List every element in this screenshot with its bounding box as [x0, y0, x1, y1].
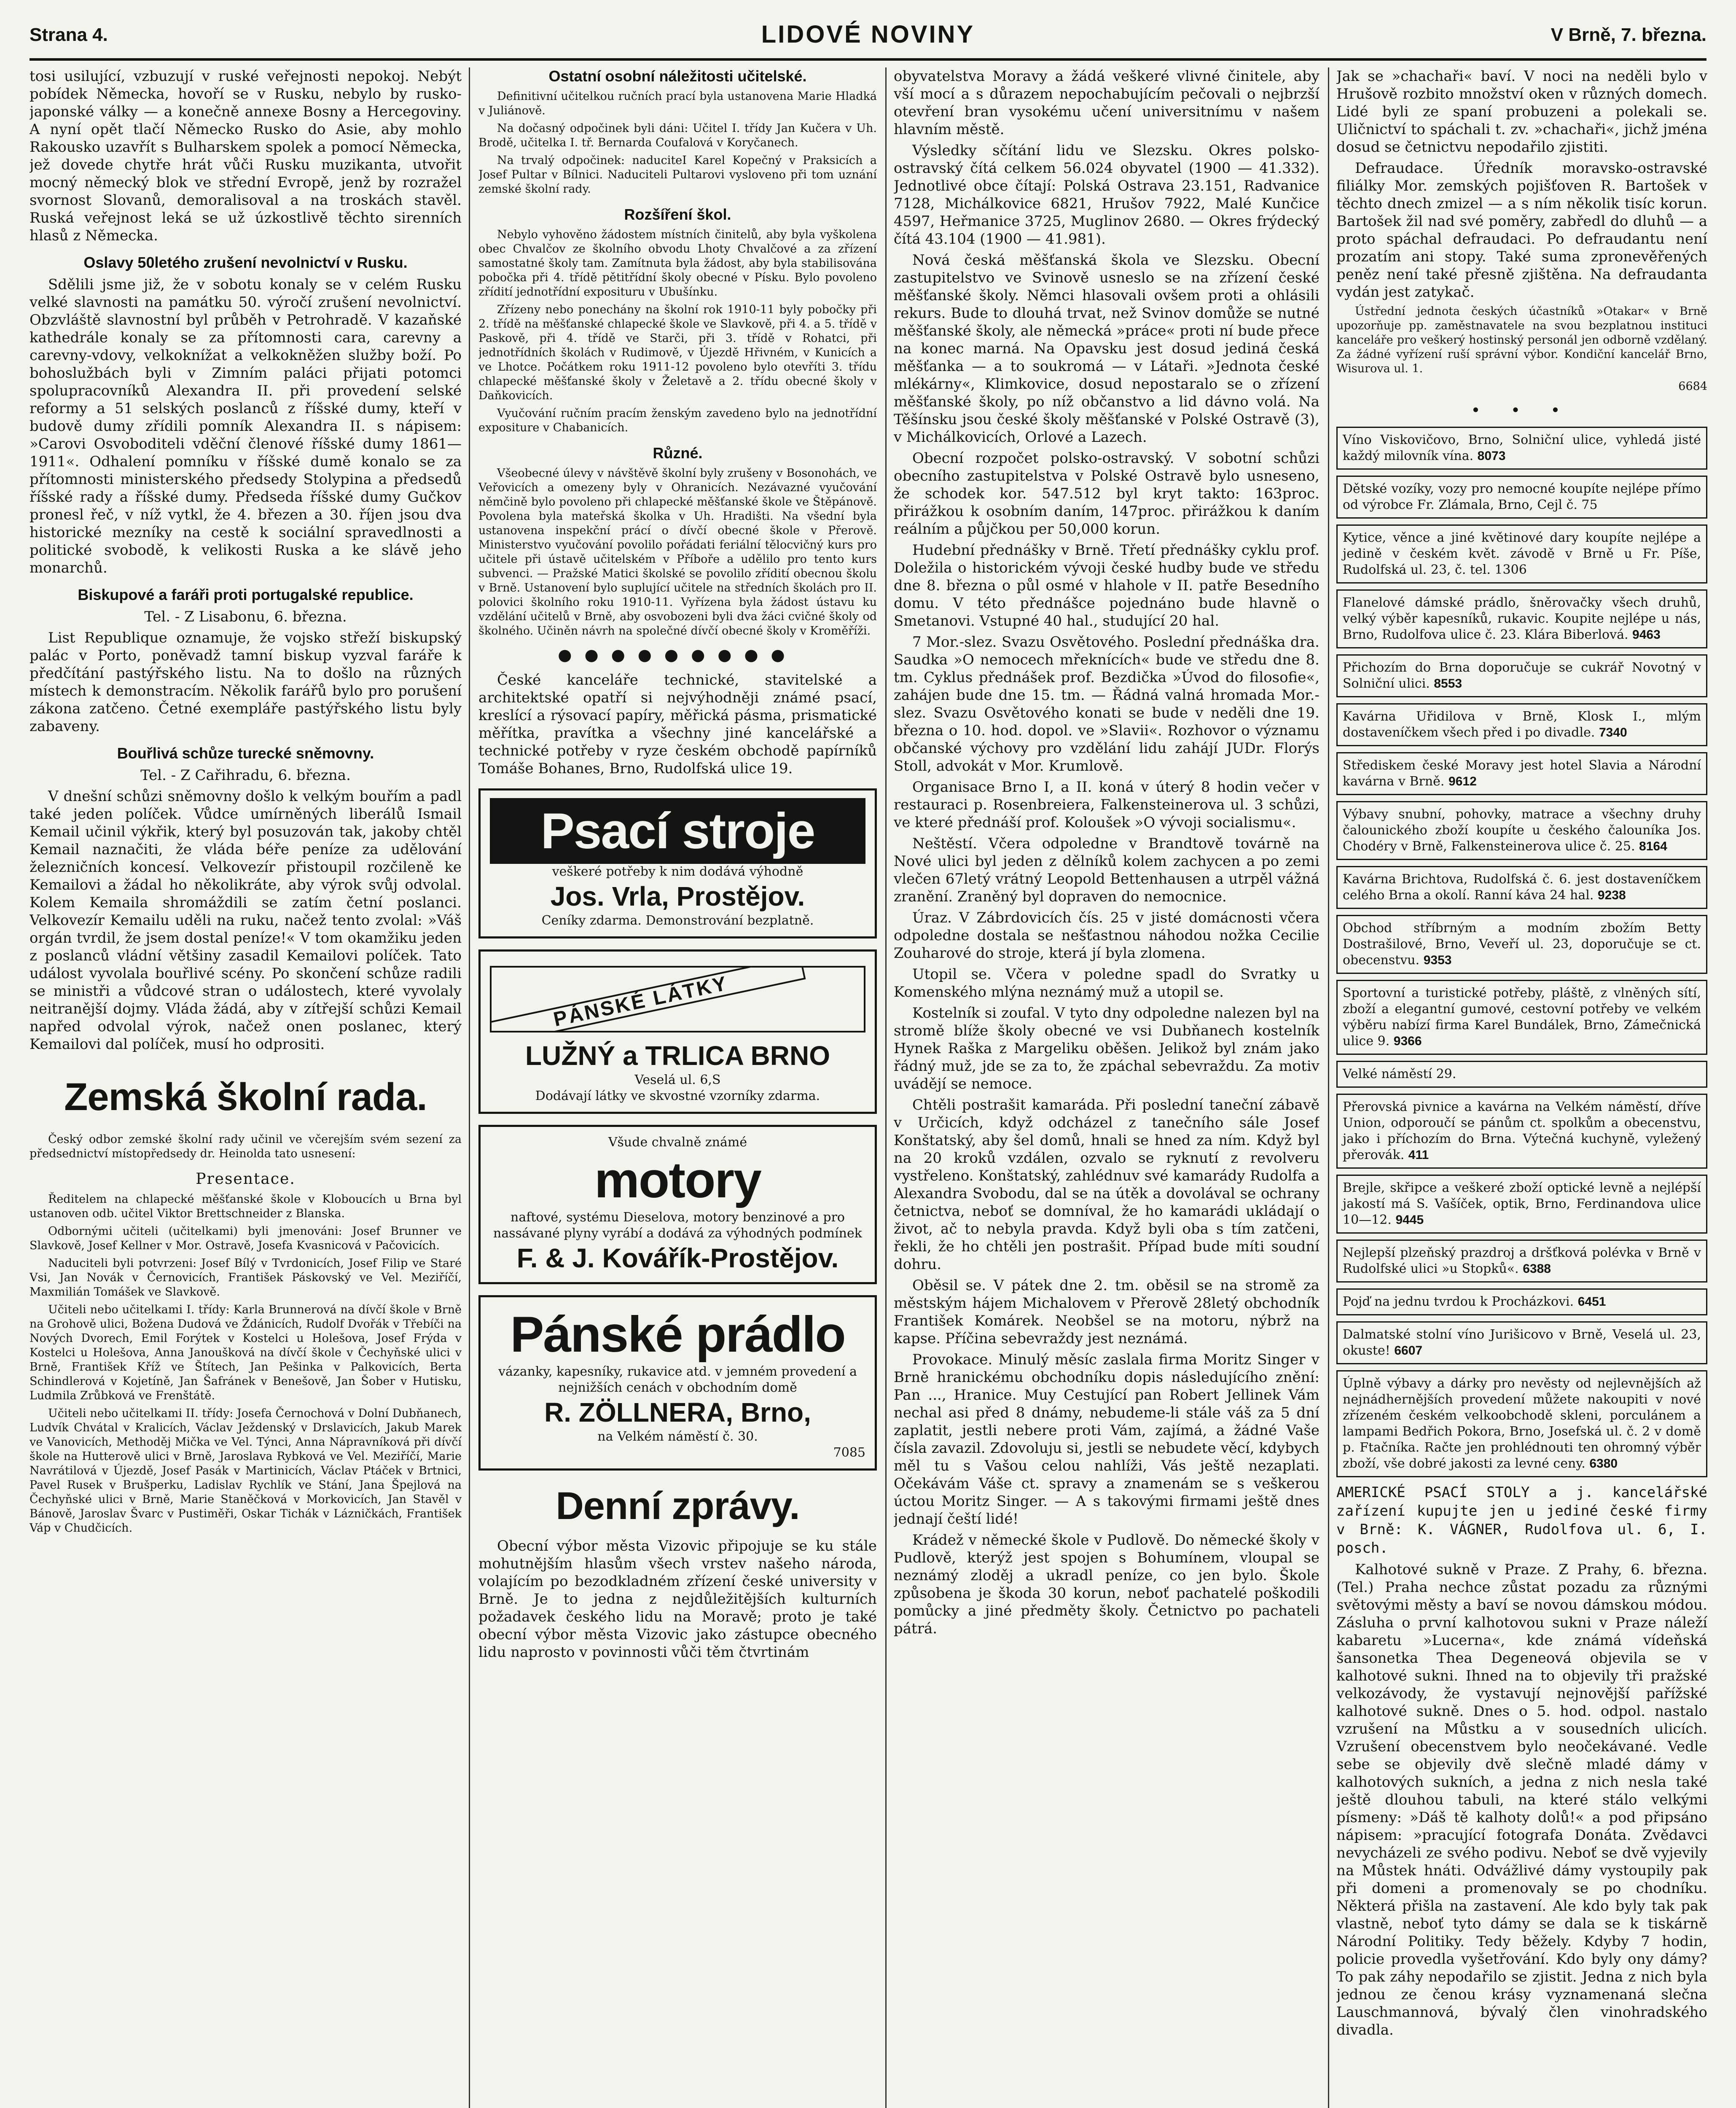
- column-2: [478, 67, 877, 2108]
- article-paragraph: Sdělili jsme již, že v sobotu konaly se v celém Rusku velké slavnosti na památku 50. výročí zrušení nevolnictví. Obzvláště slavnostní byl průběh v Petrohradě. V kazaňské kathedrále konaly se za přítomnosti cara, carevny a carevny-vdovy, velkoknížat a velkokněžen služby boží. Po bohoslužbách byli v Zimním paláci přijati potomci spolupracovníků Alexandra II. při provedení selské reformy a 51 selských poslanců z říšské dumy, kteří v budově dumy zřídili pomník Alexandra II. s nápisem: »Carovi Osvoboditeli vděční členové říšské dumy 1861—1911«. Odhalení pomníku v říšské dumě konalo se za přítomnosti ministerského předsedy Stolypina a předsedů říšské rady a říšské dumy. Předseda říšské dumy Gučkov pronesl řeč, v níž vytkl, že 4. březen a 30. říjen jsou dva historické mezníky na cestě k sociální spravedlnosti a politické svobodě, k velikosti Ruska a ke slávě jeho monarchů.: [30, 276, 462, 576]
- column-separator: [1328, 67, 1329, 2108]
- advertisement-mens-linen: [478, 1295, 877, 1471]
- newspaper-title: LIDOVÉ NOVINY: [761, 21, 975, 48]
- ad-line: Dodávají látky ve skvostné vzorníky zdarma.: [535, 1089, 820, 1103]
- advertisement-text: České kanceláře technické, stavitelské a architektské opatří si nejvýhodněji známé psací, kreslící a rýsovací papíry, měřická pásma, prismatické měřítka, pravítka a všechny jiné kancelářské a technické potřeby v ryze českém obchodě papírníků Tomáše Bohanes, Brno, Rudolfská ulice 19.: [478, 672, 877, 777]
- article-paragraph: Nebylo vyhověno žádostem místních činitelů, aby byla vyškolena obec Chvalčov ze školního obvodu Lhoty Chvalčové a za zřízení samostatné školy tam. Zamítnuta byla žádost, aby byla stabilisována pobočka při 4. třídě pětitřídní školy obecné v Písku. Bylo povoleno zřídití jednotřídní exposituru v Ubušínku.: [478, 228, 877, 298]
- article-heading: Biskupové a faráři proti portugalské republice.: [78, 586, 414, 603]
- news-item: Utopil se. Včera v poledne spadl do Svratky u Komenského mlýna neznámý muž a utopil se.: [894, 966, 1319, 1000]
- column-4: [1336, 67, 1707, 2108]
- article-heading: Různé.: [653, 444, 703, 462]
- ad-company: Jos. Vrla, Prostějov.: [550, 881, 805, 911]
- article-paragraph: tosi usilující, vzbuzují v ruské veřejnosti nepokoj. Nebýt pobídek Německa, hovoří se v Rusku, nebylo by rusko-japonské války — a konečně annexe Bosny a Hercegoviny. A nyní opět tlačí Německo Rusko do Asie, aby mohlo Rakousko uzavřít s Bulharskem spolek a pomocí Německa, jež dovede chytře hrát vůči Rusku muzikanta, utvořit mocný německý blok ve střední Evropě, jenž by rozražel svornost Slovanů, demoralisoval a na troskách stavěl. Ruská veřejnost leká se už úzkostlivě těchto sirenních hlasů z Německa.: [30, 68, 462, 244]
- list-item: Naduciteli byli potvrzeni: Josef Bílý v Tvrdonicích, Josef Filip ve Staré Vsi, Jan Novák v Černovicích, František Páskovský ve Vel. Meziříčí, Maxmilián Tomášek ve Slavkově.: [30, 1257, 462, 1299]
- news-item: Úraz. V Zábrdovicích čís. 25 v jisté domácnosti včera odpoledne dostala se nešťastnou náhodou nožka Cecilie Zouharové do stroje, která jí byla zlomena.: [894, 909, 1319, 962]
- ad-headline: motory: [594, 1152, 761, 1208]
- article-heading: Ostatní osobní náležitosti učitelské.: [548, 67, 807, 85]
- dateline-subtitle: Tel. - Z Lisabonu, 6. března.: [144, 608, 347, 625]
- news-item: Obecní rozpočet polsko-ostravský. V sobotní schůzi obecního zastupitelstva v Polské Ostravě bylo usneseno, že schodek kor. 547.512 byl kryt takto: 163proc. přirážkou k osobním daním, 147proc. přirážkou k daním reálním a půjčkou per 50,000 korun.: [894, 450, 1319, 538]
- notice-text: Ústřední jednota českých účastníků »Otakar« v Brně upozorňuje pp. zaměstnavatele na svou bezplatnou instituci kanceláře pro veškerý hostinský personál jen odborně vzdělaný. Za žádné vyřízení ruší správní výbor. Kondiční kancelář Brno, Wisurova ul. 1.: [1336, 305, 1707, 375]
- classified-ad: Kytice, věnce a jiné květinové dary koupíte nejlépe a jedině v českém květ. závodě v Brně u Fr. Píše, Rudolfská ul. 23, č. tel. 1306: [1336, 524, 1707, 583]
- ad-company: R. ZÖLLNERA, Brno,: [544, 1397, 811, 1428]
- ad-line: Ceníky zdarma. Demonstrování bezplatně.: [541, 913, 814, 928]
- column-separator: [469, 67, 470, 2108]
- classified-ad: Úplně výbavy a dárky pro nevěsty od nejlevnějších až nejnádhernějších provedení můžete nakoupiti v nové zřízeném českém velkoobchodě skleni, porculánem a lampami Bedřich Pokora, Brno, Josefská ul. č. 2 v domě p. Ftačníka. Račte jen prohlédnouti ten ohromný výběr zboží, vše dobré jakosti za levné ceny. 6380: [1336, 1370, 1707, 1477]
- ad-company: F. & J. Kovářík-Prostějov.: [516, 1243, 839, 1273]
- article-paragraph: Obecní výbor města Vizovic připojuje se ku stále mohutnějším hlasům všech vrstev našeho národa, volajícím po bezodkladném zřízení české university v Brně. Je to jedna z nejdůležitějších kulturních požadavek českého lidu na Moravě; proto je také obecní výbor města Vizovic jako zástupce obecného lidu naprosto v povinnosti vůči těm čtvrtinám: [478, 1538, 877, 1661]
- classified-ad: Dalmatské stolní víno Jurišicovo v Brně, Veselá ul. 23, okuste! 6607: [1336, 1321, 1707, 1364]
- ad-line: veškeré potřeby k nim dodává výhodně: [552, 864, 804, 879]
- classified-ad: Pojď na jednu tvrdou k Procházkovi. 6451: [1336, 1288, 1707, 1315]
- fabric-stamp-logo: PÁNSKÉ LÁTKY: [490, 966, 865, 1032]
- ad-line: Všude chvalně známé: [608, 1135, 747, 1150]
- ad-company: LUŽNÝ a TRLICA BRNO: [525, 1041, 830, 1071]
- classified-ad: Obchod stříbrným a modním zbožím Betty Dostrašilové, Brno, Veveří ul. 23, doporučuje se ct. obecenstvu. 9353: [1336, 915, 1707, 974]
- article-paragraph: Český odbor zemské školní rady učinil ve včerejším svém sezení za předsednictví místopředsedy dr. Heinolda tato usnesení:: [30, 1133, 462, 1160]
- news-item: Výsledky sčítání lidu ve Slezsku. Okres polsko-ostravský čítá celkem 56.024 obyvatel (1900 — 41.332). Jednotlivé obce čítají: Polská Ostrava 23.151, Radvanice 7128, Michálkovice 6821, Hrušov 7922, Malé Kunčice 4597, Heřmanice 3725, Muglinov 2680. — Okres frýdecký čítá 43.104 (1900 — 41.981).: [894, 142, 1319, 247]
- classified-ad: Střediskem české Moravy jest hotel Slavia a Národní kavárna v Brně. 9612: [1336, 752, 1707, 795]
- column-separator: [885, 67, 887, 2108]
- article-paragraph: obyvatelstva Moravy a žádá veškeré vlivné činitele, aby vší mocí a s důrazem nepochabujícím pečovali o nejbrzší otevření bran vysokému učení universitnímu v našem hlavním městě.: [894, 68, 1319, 138]
- classified-ad: Víno Viskovičovo, Brno, Solniční ulice, vyhledá jisté každý milovník vína. 8073: [1336, 427, 1707, 470]
- article-heading: Presentace.: [196, 1170, 296, 1188]
- ad-headline: Psací stroje: [490, 798, 865, 864]
- notice: [1336, 304, 1707, 394]
- ad-headline: Pánské prádlo: [510, 1306, 845, 1363]
- news-item: Neštěstí. Včera odpoledne v Brandtově továrně na Nové ulici byl jeden z dělníků kolem zachycen a po zemi vlečen 67letý vrátný Leopold Bettenhausen a utrpěl vážná zranění. Zraněný byl dopraven do nemocnice.: [894, 835, 1319, 905]
- advertisement-motors: [478, 1125, 877, 1284]
- news-item: Oběsil se. V pátek dne 2. tm. oběsil se na stromě za městským hájem Michalovem v Přerově 28letý obchodník František Komárek. Neobšel se na motoru, nýbrž na kapse. Příčina sebevraždy jest neznámá.: [894, 1277, 1319, 1347]
- advertisement-fabrics: [478, 949, 877, 1114]
- classified-ad: Kavárna Brichtova, Rudolfská č. 6. jest dostaveníčkem celého Brna a okolí. Ranní káva 24 hal. 9238: [1336, 866, 1707, 909]
- news-item: Organisace Brno I, a II. koná v úterý 8 hodin večer v restauraci p. Rosenbreiera, Falkensteinerova ul. 3 schůzi, ve které přednáší prof. Koloušek »O vývoji socialismu«.: [894, 779, 1319, 831]
- list-item: Odbornými učiteli (učitelkami) byli jmenováni: Josef Brunner ve Slavkově, Josef Kellner v Mor. Ostravě, Josefa Kvasnicová v Pačovicích.: [30, 1225, 462, 1252]
- classified-ad: Nejlepší plzeňský prazdroj a dršťková polévka v Brně v Rudolfské ulici »u Stopků«. 6388: [1336, 1240, 1707, 1283]
- news-item: Krádež v německé škole v Pudlově. Do německé školy v Pudlově, kterýž jest spojen s Bohumínem, vloupal se neznámý zloděj a ukradl peníze, co jen bylo. Škole způsobena je škoda 30 korun, neboť pachatelé poškodili pomůcky a jiné předměty školy. Četnictvo po pachateli pátrá.: [894, 1532, 1319, 1637]
- classified-ad: Flanelové dámské prádlo, šněrovačky všech druhů, velký výběr kapesníků, rukavic. Koupite nejlépe u nás, Brno, Rudolfova ulice č. 23. Klára Biberlová. 9463: [1336, 589, 1707, 648]
- news-item: Kostelník si zoufal. V tyto dny odpoledne nalezen byl na stromě blíže školy obecné ve vsi Dubňanech kostelník Hynek Raška z Margeliku oběšen. Jelikož byl znám jako řádný muž, jde se za to, že zpáchal sebevraždu. Za motiv uvádějí se nemoce.: [894, 1005, 1319, 1092]
- notice-number: 6684: [1678, 380, 1707, 393]
- article-paragraph: Na dočasný odpočinek byli dáni: Učitel I. třídy Jan Kučera v Uh. Brodě, učitelka I. tř. Bernarda Coufalová v Koryčanech.: [478, 122, 877, 149]
- article-paragraph: Na trvalý odpočinek: naduciteI Karel Kopečný v Praksicích a Josef Pultar v Bílnici. Naduciteli Pultarovi vysloveno při tom uznání zemské školní rady.: [478, 154, 877, 196]
- classified-ads: [1336, 427, 1707, 1477]
- school-board-report: [30, 1132, 462, 1535]
- list-item: Učiteli nebo učitelkami I. třídy: Karla Brunnerová na dívčí škole v Brně na Grohově ulici, Božena Dudová ve Ždánicích, Rudolf Dvořák v Třebíči na Nových Dvorech, Emil Forýtek v Kostelci u Holešova, Josef Frýda v Kostelci u Holešova, Anna Janoušková na dívčí škole v Čechyňské ulici v Brně, František Kříž ve Štítech, Jan Pešinka v Palkovicích, Berta Schindlerová v Kojetíně, Jan Šafránek v Benešově, Jan Šober v Hutisku, Ludmila Zrůbková ve Frenštátě.: [30, 1303, 462, 1402]
- dateline: V Brně, 7. března.: [1551, 24, 1706, 45]
- list-item: Učiteli nebo učitelkami II. třídy: Josefa Černochová v Dolní Dubňanech, Ludvík Chvátal v Kralicích, Václav Ježdenský v Drslavicích, Jakub Marek ve Vanovicích, Methoděj Mička ve Vel. Týnci, Anna Nápravníková při dívčí škole na Hutterově ulici v Brně, Jaroslava Rybková ve Vel. Meziříčí, Marie Navrátilová v Újezdě, Josef Pasák v Martinicích, Václav Ptáček v Brtnici, Pavel Rusek v Brušperku, Ladislav Rychlík ve Stání, Jana Špejlová na Čechyňské ulici v Brně, Marie Staněčková v Morkovicích, Jan Stavěl v Bánově, Jaroslav Švarc v Pustiměři, Oskar Tichák v Lázničkách, František Váp v Chudčicích.: [30, 1407, 462, 1535]
- article-paragraph: Všeobecné úlevy v návštěvě školní byly zrušeny v Bosonohách, ve Veřovicích a omezeny byly v Ohranicích. Nezávazné vyučování němčině bylo povoleno při chlapecké měšťanské škole ve Štěpánově. Povolena byla mateřská školka v Uh. Hradišti. Na všední byla ustanovena inspekční prácí o dívčí obecné škole v Přerově. Ministerstvo vyučování povolilo pořádati feriální tělocvičný kurs pro učitele při ústavě učitelském v Příboře a udělilo pro tento kurs subvenci. — Pražské Matici školské se povolilo zřídití obecnou školu v Brně. Ustanovení bylo suplující učitele na středních školách pro II. polovici školního roku 1910-11. Vyřízena byla žádost ústavu ku vzdělání učitelů v Brně, aby osvobozeni byli dva žáci cvičné školy od školného. Učiněn návrh na společné dívčí obecné školy v Kroměříži.: [478, 467, 877, 637]
- article-paragraph: V dnešní schůzi sněmovny došlo k velkým bouřím a padl také jeden políček. Vůdce umírněných liberálů Ismail Kemail učinil výkřik, který byl posuzován tak, jakoby chtěl Kemail naznačiti, že vláda béře peníze za udělování železničních koncesí. Velkovezír přistoupil rozčileně ke Kemailovi a žádal ho několikráte, aby výrok svůj odvolal. Kolem Kemaila shromáždili se zatím četní poslanci. Velkovezír Kemailu uděli na ruku, načež tento zvolal: »Váš orgán tvrdil, že jsem dostal peníze!« V tom okamžiku jeden z poslanců vládní většiny zasadil Kemailovi políček. Tato událost vyvolala bouřlivé scény. Po skončení schůze radili se ministři a vůdcové stran o událostech, které vyvolaly neitranější dojmy. Vláda žádá, aby v zítřejší schůzi Kemail napřed odvolal výrok, načež onen poslanec, který Kemailovi dal políček, musí ho odprositi.: [30, 788, 462, 1053]
- ad-line: naftové, systému Dieselova, motory benzinové a pro nassávané plyny vyrábí a dodává za výhodných podmínek: [493, 1210, 862, 1241]
- article-heading: Bouřlivá schůze turecké sněmovny.: [117, 745, 374, 762]
- news-item: Nová česká měšťanská škola ve Slezsku. Obecní zastupitelstvo ve Svinově usneslo se na zřízení české měšťanské školy. Němci hlasovali ovšem proti a ohlásili rekurs. Bude to dlouhá trvat, než Svinov domůže se nutné měšťanské školy, ale německá »práce« proti ní bude přece na konec marná. Na Opavsku jest dosud jediná česká měšťanka — a to soukromá — v Látaři. »Jednota české mlékárny«, Klimkovice, dosud nepostaralo se o zřízení měšťanské školy, po níž občanstvo a lid dávno volá. Na Těšínsku jsou české školy měšťanské v Polské Ostravě (3), v Michálkovicích, Orlové a Lazech.: [894, 252, 1319, 446]
- column-3: [894, 67, 1319, 2108]
- news-item: Kalhotové sukně v Praze. Z Prahy, 6. března. (Tel.) Praha nechce zůstat pozadu za různými světovými městy a baví se novou dámskou módou. Zásluha o první kalhotovou sukni v Praze náleží kabaretu »Lucerna«, kde známá vídeňská šansonetka Thea Degeneová objevila se v kalhotové sukni. Ihned na to objevily tři pražské velkozávody, že vystavují nejnovější pařížské kalhotové sukně. Dnes o 5. hod. odpol. nastalo vzrušení na Můstku a v sousedních ulicích. Vzrušení obecenstvem bylo neočekávané. Vedle sebe se objevily dvě slečně mladé dámy v kalhotových sukních, a jedna z nich nesla také ještě dlouhou tabuli, na které stálo velkými písmeny: »Dáš tě kalhoty dolů!« a pod připsáno nápisem: »pracující fotografa Donáta. Zvědavci nevycházeli ze svého podivu. Neboť se dvě vyjevily na Můstek hnáti. Odvážlivé dámy vystoupily pak při domeni a promenovaly se po chodníku. Některá přišla na zastavení. Ale kdo byly tak pak vlastně, neboť tyto dámy se dala se k tiskárně Národní Politiky. Tedy běžely. Kdyby 7 hodin, policie provedla vyšetřování. Kdo byly ony dámy? To pak záhy nepodařilo se zjistit. Jedna z nich byla jednou ze čenou krásy vyznamenaná slečna Lauschmannová, bývalý člen vinohradského divadla.: [1336, 1561, 1707, 2038]
- news-item: Jak se »chachaři« baví. V noci na neděli bylo v Hrušově rozbito množství oken v různých domech. Lidé byli ze spaní probuzeni a polekali se. Uličnictví to spáchali t. zv. »chachaři«, jichž jména dosud se četnictvu nepodařilo zjistiti.: [1336, 68, 1707, 156]
- school-board-report-continued: [478, 67, 877, 638]
- dateline-subtitle: Tel. - Z Cařihradu, 6. března.: [140, 767, 351, 784]
- news-item: Chtěli postrašit kamaráda. Při poslední taneční zábavě v Určicích, když odcházel z tanečního sále Josef Konštatský, aby šel domů, hnali se hned za ním. Když byl na 20 kroků vzdálen, ozvalo se ryknutí z revolveru vystřeleno. Konštatský, zahlédnuv své kamarády Rudolfa a Alexandra Svobodu, dal se na útěk a dovolával se ochrany četnictva, neboť se domníval, že ho kamarádi ukládají o život, ač to nebyla pravda. Když byli oba s tím zatčeni, řekli, že ho chtěli jen postrašit. Případ bude míti soudní dohru.: [894, 1097, 1319, 1273]
- article-paragraph: Vyučování ručním pracím ženským zavedeno bylo na jednotřídní expositure v Chabanicích.: [478, 407, 877, 434]
- article-paragraph: Zřízeny nebo ponechány na školní rok 1910-11 byly pobočky při 2. třídě na měšťanské chlapecké škole ve Slavkově, při 4. a 5. třídě v Paskově, při 4. třídě ve Starči, při 3. třídě v Rohatci, při jednotřídních školách v Rudimově, v Újezdě Hřivném, v Kunicích a ve Lhotce. Počátkem roku 1911-12 povoleno bylo otevříti 3. třídu chlapecké měšťanské školy v Želetavě a 2. třídu obecné školy v Daňkovicích.: [478, 303, 877, 402]
- news-item: Defraudace. Úředník moravsko-ostravské filiálky Mor. zemských pojišťoven R. Bartošek v těchto dnech zmizel — a s ním několik tisíc korun. Bartošek žil nad své poměry, zabředl do dluhů — a proto spáchal defraudaci. Po defraudantu není prozatím ani stopy. Také suma zpronevěřených peněz není také přesně zjištěna. Na defraudanta vydán jest zatykač.: [1336, 160, 1707, 301]
- classified-ad: Velké náměstí 29.: [1336, 1061, 1707, 1088]
- article-heading: Rozšíření škol.: [624, 206, 731, 223]
- classified-ad: Sportovní a turistické potřeby, pláště, z vlněných sítí, zboží a elegantní gumové, cestovní potřeby ve velkém výběru nabízí firma Karel Bundálek, Brno, Zámečnická ulice 9. 9366: [1336, 980, 1707, 1055]
- ad-address: na Velkém náměstí č. 30.: [597, 1429, 758, 1444]
- column-1: [30, 67, 462, 2108]
- header-rule: [30, 58, 1706, 61]
- article-heading: Oslavy 50letého zrušení nevolnictví v Rusku.: [83, 254, 408, 271]
- page-number: Strana 4.: [30, 24, 108, 45]
- classified-ad: Dětské vozíky, vozy pro nemocné koupíte nejlépe přímo od výrobce Fr. Zlámala, Brno, Cejl č. 75: [1336, 476, 1707, 519]
- advertisement-typewriters: [478, 788, 877, 938]
- classified-ad: Kavárna Uřidilova v Brně, Klosk I., mlým dostaveníčkem všech před i po divadle. 7340: [1336, 703, 1707, 746]
- decorative-divider: • • •: [1471, 401, 1573, 419]
- article-paragraph: Definitivní učitelkou ručních prací byla ustanovena Marie Hladká v Juliánově.: [478, 90, 877, 117]
- section-heading: Denní zprávy.: [556, 1484, 800, 1527]
- classified-ad: Přerovská pivnice a kavárna na Velkém náměstí, dříve Union, odporoučí se pánům ct. spolkům a obecenstvu, jako i příchozím do Brna. Výtečná kuchyně, vyležený přerovák. 411: [1336, 1094, 1707, 1169]
- ad-address: Veselá ul. 6,S: [634, 1073, 721, 1087]
- classified-ad: Brejle, skřipce a veškeré zboží optické levně a nejlépší jakostí má S. Vašíček, optik, Brno, Ferdinandova ulice 10—12. 9445: [1336, 1175, 1707, 1234]
- article-paragraph: List Republique oznamuje, že vojsko střeží biskupský palác v Porto, poněvadž tamní biskup vyzval faráře k předčítání pastýřského listu. Na to došlo na různých místech k demonstracím. Několik farářů bylo pro porušení zákona zatčeno. Četné exempláře pastýřského listu byly zabaveny.: [30, 629, 462, 735]
- news-item: 7 Mor.-slez. Svazu Osvětového. Poslední přednáška dra. Saudka »O nemocech mřeknících« bude ve středu dne 8. tm. Cyklus přednášek prof. Bezdička »Úvod do filosofie«, zahájen bude dne 15. tm. — Řádná valná hromada Mor.-slez. Svazu Osvětového konati se bude v neděli dne 19. března o 10. hod. dopol. ve »Slavii«. Rozhovor o významu občanské výchovy pro vzdělání lidu zahájí JUDr. Florýs Stoll, advokát v Mor. Krumlově.: [894, 634, 1319, 774]
- section-heading: Zemská školní rada.: [64, 1076, 427, 1119]
- list-item: Ředitelem na chlapecké měšťanské škole v Kloboucích u Brna byl ustanoven odb. učitel Viktor Brettschneider z Blanska.: [30, 1193, 462, 1220]
- ad-line: vázanky, kapesníky, rukavice atd. v jemném provedení a nejnižších cenách v obchodním domě: [498, 1364, 857, 1395]
- news-item: Hudební přednášky v Brně. Třetí přednášky cyklu prof. Doležila o historickém vývoji české hudby bude ve středu dne 8. března o půl osmé v hlahole v II. patře Besedního domu. V této přednášce pojednáno bude hlavně o Smetanovi. Vstupné 40 hal., studující 20 hal.: [894, 542, 1319, 629]
- classified-ad: Výbavy snubní, pohovky, matrace a všechny druhy čalounického zboží koupíte u českého čalouníka Jos. Chodéry v Brně, Falkensteinerova ulice č. 25. 8164: [1336, 801, 1707, 860]
- office-furniture-ad: AMERICKÉ PSACÍ STOLY a j. kancelářské zařízení kupujte jen u jediné české firmy v Brně: K. VÁGNER, Rudolfova ul. 6, I. posch.: [1336, 1484, 1707, 1557]
- decorative-divider: ●●●●●●●●●: [558, 645, 798, 664]
- classified-ad: Přichozím do Brna doporučuje se cukrář Novotný v Solniční ulici. 8553: [1336, 654, 1707, 697]
- news-item: Provokace. Minulý měsíc zaslala firma Moritz Singer v Brně hranickému obchodníku dopis následujícího znění: Pan ..., Hranice. Muy Cestující pan Robert Jellinek Vám nechal asi před 8 dnámy, nebudeme-li stále váš za 5 dní zaplatit, jestli nebere proti Vám, zajímá, a žádné Vaše čísla zavazil. Zdovoluju si, jestli se nebudete věcí, kdybych měl tu s Vašou celou nahlíži, Vás ještě nezaplati. Očekávám Váše ct. spravy a znamenám se s veškerou úctou Moritz Singer. — A s takovými firmami ještě dnes jednají čeští lidé!: [894, 1351, 1319, 1527]
- masthead: [30, 17, 1706, 63]
- ad-number: 7085: [833, 1445, 865, 1460]
